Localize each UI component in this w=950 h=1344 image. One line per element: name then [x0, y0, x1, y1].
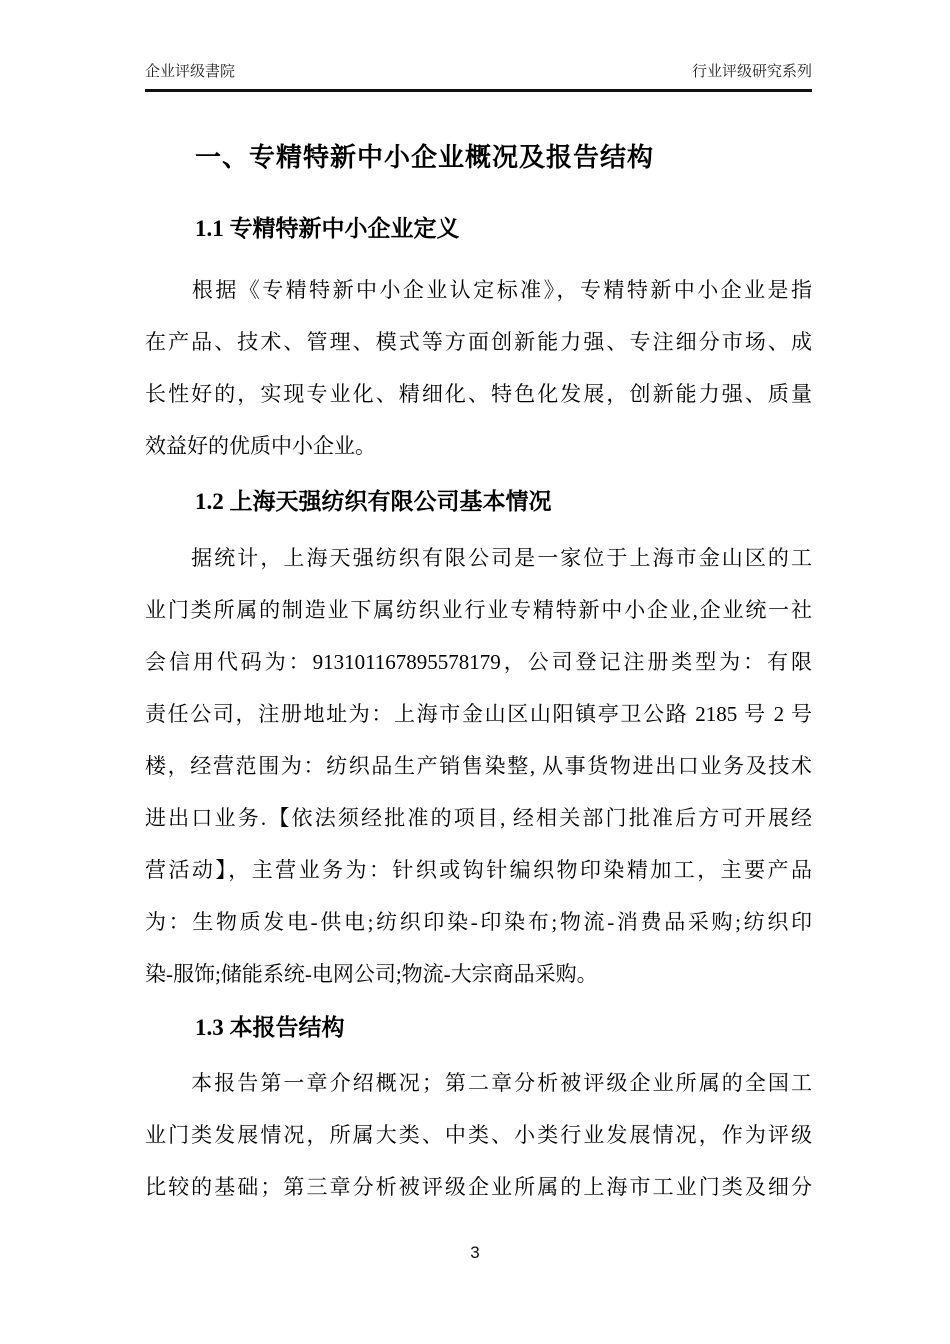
section-heading-1-3: 1.3 本报告结构: [195, 1015, 345, 1040]
paragraph-report-structure: [145, 1057, 812, 1213]
chapter-heading: 一、专精特新中小企业概况及报告结构: [195, 143, 655, 172]
paragraph-line: 本报告第一章介绍概况；第二章分析被评级企业所属的全国工: [145, 1071, 812, 1095]
paragraph-line: 长性好的，实现专业化、精细化、特色化发展，创新能力强、质量: [145, 382, 812, 406]
paragraph-definition: [145, 264, 812, 472]
paragraph-line: 业门类所属的制造业下属纺织业行业专精特新中小企业,企业统一社: [145, 598, 812, 622]
paragraph-line: 染-服饰;储能系统-电网公司;物流-大宗商品采购。: [145, 962, 598, 986]
section-heading-1-2: 1.2 上海天强纺织有限公司基本情况: [195, 489, 552, 514]
paragraph-line: 会信用代码为：913101167895578179，公司登记注册类型为：有限: [145, 650, 812, 674]
header-left-text: 企业评级書院: [145, 63, 236, 80]
paragraph-line: 比较的基础；第三章分析被评级企业所属的上海市工业门类及细分: [145, 1175, 812, 1199]
paragraph-line: 据统计，上海天强纺织有限公司是一家位于上海市金山区的工: [145, 546, 812, 570]
paragraph-line: 楼，经营范围为：纺织品生产销售染整, 从事货物进出口业务及技术: [145, 754, 812, 778]
paragraph-line: 进出口业务.【依法须经批准的项目, 经相关部门批准后方可开展经: [145, 806, 812, 830]
section-heading-1-1: 1.1 专精特新中小企业定义: [195, 216, 460, 241]
paragraph-company-profile: [145, 532, 812, 1000]
paragraph-line: 责任公司，注册地址为：上海市金山区山阳镇亭卫公路 2185 号 2 号: [145, 702, 812, 726]
paragraph-line: 在产品、技术、管理、模式等方面创新能力强、专注细分市场、成: [145, 330, 812, 354]
page-number: 3: [470, 1243, 480, 1262]
paragraph-line: 为：生物质发电-供电;纺织印染-印染布;物流-消费品采购;纺织印: [145, 910, 812, 934]
paragraph-line: 业门类发展情况，所属大类、中类、小类行业发展情况，作为评级: [145, 1123, 812, 1147]
paragraph-line: 营活动】，主营业务为：针织或钩针编织物印染精加工，主要产品: [145, 858, 812, 882]
paragraph-line: 效益好的优质中小企业。: [145, 434, 376, 458]
header-right-text: 行业评级研究系列: [691, 63, 812, 80]
page-header: [145, 0, 812, 92]
paragraph-line: 根据《专精特新中小企业认定标准》，专精特新中小企业是指: [145, 278, 812, 302]
